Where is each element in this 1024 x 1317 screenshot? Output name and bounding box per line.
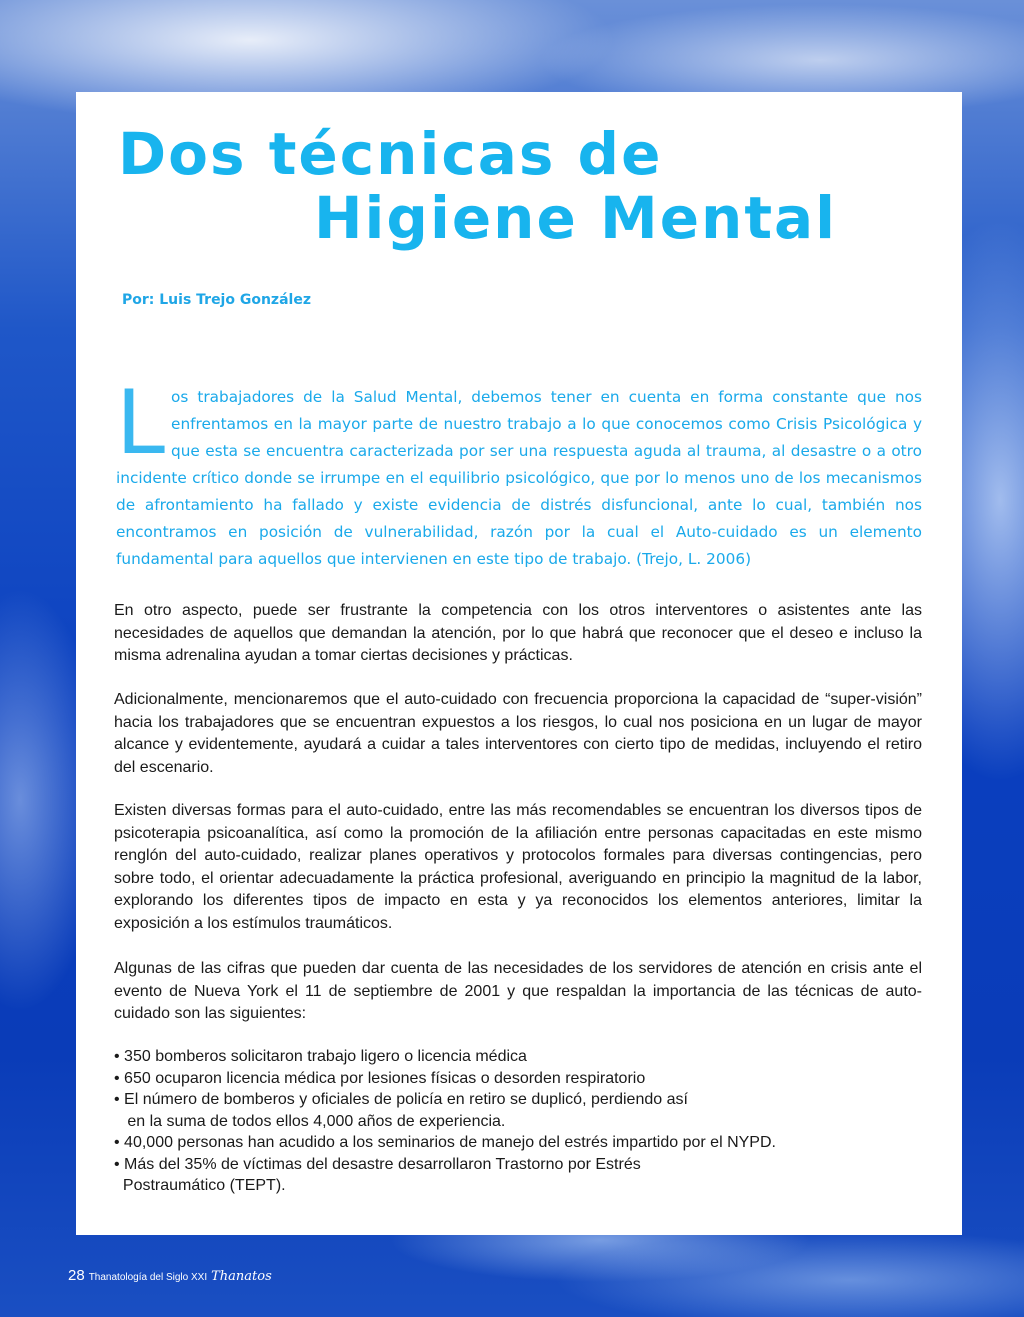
list-item: • 350 bomberos solicitaron trabajo ligero o licencia médica xyxy=(114,1048,527,1065)
title-line-1: Dos técnicas de xyxy=(118,120,663,188)
title-line-2: Higiene Mental xyxy=(314,184,838,252)
publication-name: Thanatología del Siglo XXI xyxy=(88,1272,208,1283)
list-item: • 650 ocuparon licencia médica por lesiones físicas o desorden respiratorio xyxy=(114,1069,646,1087)
statistics-list xyxy=(114,1046,922,1197)
brand-logo: Thanatos xyxy=(211,1269,272,1284)
page-number: 28 xyxy=(68,1267,85,1284)
lead-paragraph xyxy=(116,371,922,573)
body-paragraph-3: Existen diversas formas para el auto-cuidado, entre las más recomendables se encuentran los diversos tipos de psicoterapia psicoanalítica, así como la promoción de la afiliación entre personas capacitadas en este mismo renglón del auto-cuidado, realizar planes operativos y protocolos formales para diversas contingencias, pero sobre todo, el orientar adecuadamente la práctica profesional, averiguando en principio la magnitud de la labor, explorando los diferentes tipos de impacto en esta y ya reconocidos los elementos anteriores, limitar la exposición a los estímulos traumáticos. xyxy=(114,802,922,932)
article-page xyxy=(76,92,962,1235)
list-item: • El número de bomberos y oficiales de policía en retiro se duplicó, perdiendo así en la suma de todos ellos 4,000 años de experiencia. xyxy=(114,1091,688,1130)
article-title xyxy=(118,122,837,250)
body-paragraph-4: Algunas de las cifras que pueden dar cuenta de las necesidades de los servidores de atención en crisis ante el evento de Nueva York el 11 de septiembre de 2001 y que respaldan la importancia de las técnicas de auto-cuidado son las siguientes: xyxy=(114,960,922,1022)
body-paragraph-1: En otro aspecto, puede ser frustrante la competencia con los otros interventores o asistentes ante las necesidades de aquellos que demandan la atención, por lo que habrá que reconocer que el deseo e incluso la misma adrenalina ayudan a tomar ciertas decisiones y prácticas. xyxy=(114,602,922,664)
author-byline: Por: Luis Trejo González xyxy=(122,292,311,308)
body-paragraph-2: Adicionalmente, mencionaremos que el auto-cuidado con frecuencia proporciona la capacidad de “super-visión” hacia los trabajadores que se encuentran expuestos a los riesgos, lo cual nos posiciona en un lugar de mayor alcance y evidentemente, ayudará a cuidar a tales interventores con cierto tipo de medidas, incluyendo el retiro del escenario. xyxy=(114,691,922,776)
drop-cap: L xyxy=(116,371,166,474)
list-item: • 40,000 personas han acudido a los seminarios de manejo del estrés impartido por el NYPD. xyxy=(114,1134,776,1151)
page-footer xyxy=(68,1267,272,1287)
lead-text: os trabajadores de la Salud Mental, debemos tener en cuenta en forma constante que nos enfrentamos en la mayor parte de nuestro trabajo a lo que conocemos como Crisis Psicológica y que esta se encuentra caracterizada por ser una respuesta aguda al trauma, al desastre o a otro incidente crítico donde se irrumpe en el equilibrio psicológico, que por lo menos uno de los mecanismos de afrontamiento ha fallado y existe evidencia de distrés disfuncional, ante lo cual, también nos encontramos en posición de vulnerabilidad, razón por la cual el Auto-cuidado es un elemento fundamental para aquellos que intervienen en este tipo de trabajo. (Trejo, L. 2006) xyxy=(116,388,922,568)
list-item: • Más del 35% de víctimas del desastre desarrollaron Trastorno por Estrés Postraumático (TEPT). xyxy=(114,1155,641,1194)
